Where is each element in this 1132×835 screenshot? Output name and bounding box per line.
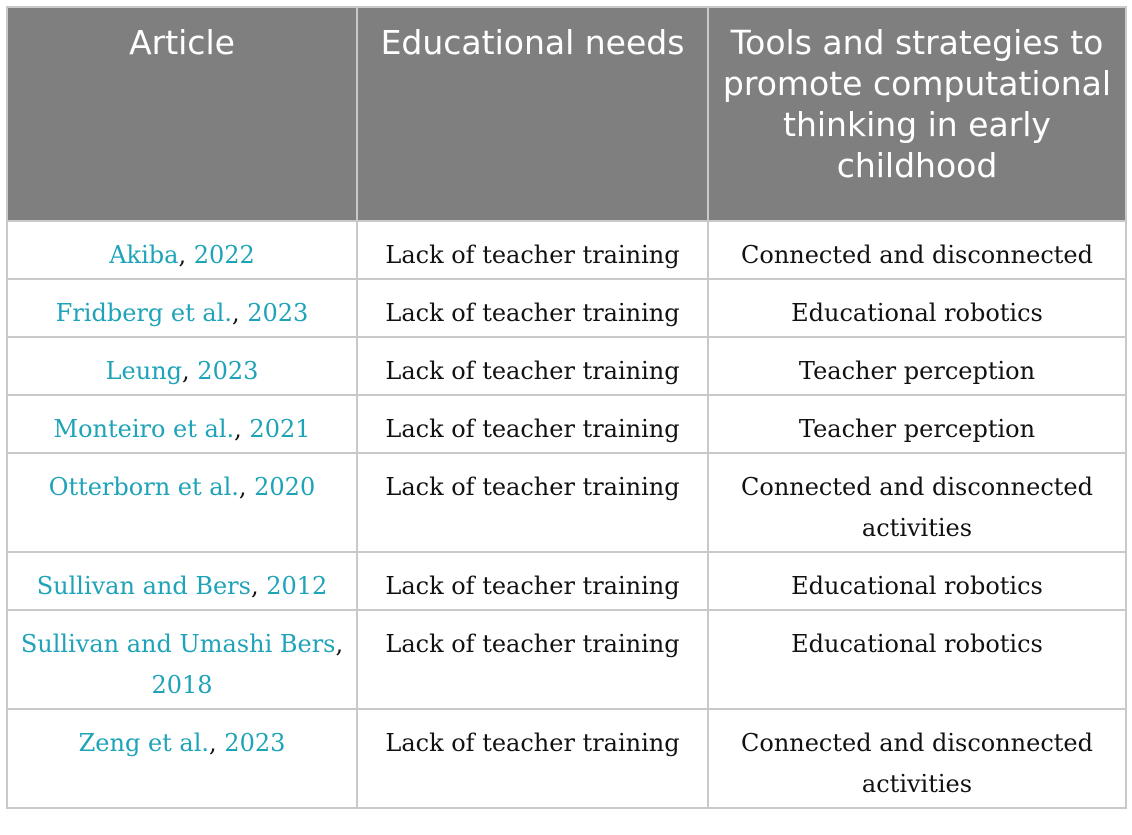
tool-cell: Connected and disconnected xyxy=(708,221,1126,279)
need-cell: Lack of teacher training xyxy=(357,453,708,552)
article-year-link[interactable]: 2020 xyxy=(254,473,316,501)
tool-cell: Teacher perception xyxy=(708,395,1126,453)
article-cell: Fridberg et al., 2023 xyxy=(7,279,357,337)
article-cell: Zeng et al., 2023 xyxy=(7,709,357,808)
article-authors-link[interactable]: Zeng et al. xyxy=(78,729,210,757)
header-row xyxy=(7,7,1126,221)
literature-table xyxy=(6,6,1127,809)
article-authors-link[interactable]: Sullivan and Bers xyxy=(36,572,251,600)
table-row xyxy=(7,709,1126,808)
table-row xyxy=(7,453,1126,552)
article-authors-link[interactable]: Akiba xyxy=(109,241,179,269)
table-row xyxy=(7,221,1126,279)
table-row xyxy=(7,337,1126,395)
tool-cell: Connected and disconnected activities xyxy=(708,709,1126,808)
article-cell: Otterborn et al., 2020 xyxy=(7,453,357,552)
article-authors-link[interactable]: Sullivan and Umashi Bers xyxy=(20,630,336,658)
need-cell: Lack of teacher training xyxy=(357,337,708,395)
header-tools-strategies: Tools and strategies to promote computational thinking in early childhood xyxy=(708,7,1126,221)
need-cell: Lack of teacher training xyxy=(357,279,708,337)
article-authors-link[interactable]: Monteiro et al. xyxy=(53,415,235,443)
header-educational-needs: Educational needs xyxy=(357,7,708,221)
need-cell: Lack of teacher training xyxy=(357,709,708,808)
article-year-link[interactable]: 2012 xyxy=(266,572,328,600)
article-year-link[interactable]: 2018 xyxy=(151,671,213,699)
article-cell: Monteiro et al., 2021 xyxy=(7,395,357,453)
tool-cell: Educational robotics xyxy=(708,610,1126,709)
article-year-link[interactable]: 2023 xyxy=(247,299,309,327)
article-year-link[interactable]: 2021 xyxy=(249,415,311,443)
article-year-link[interactable]: 2022 xyxy=(193,241,255,269)
header-article: Article xyxy=(7,7,357,221)
article-authors-link[interactable]: Leung xyxy=(105,357,183,385)
tool-cell: Connected and disconnected activities xyxy=(708,453,1126,552)
article-cell: Leung, 2023 xyxy=(7,337,357,395)
tool-cell: Teacher perception xyxy=(708,337,1126,395)
need-cell: Lack of teacher training xyxy=(357,221,708,279)
article-cell: Akiba, 2022 xyxy=(7,221,357,279)
tool-cell: Educational robotics xyxy=(708,552,1126,610)
article-authors-link[interactable]: Otterborn et al. xyxy=(48,473,239,501)
need-cell: Lack of teacher training xyxy=(357,395,708,453)
table-row xyxy=(7,552,1126,610)
article-year-link[interactable]: 2023 xyxy=(197,357,259,385)
need-cell: Lack of teacher training xyxy=(357,552,708,610)
table-row xyxy=(7,279,1126,337)
article-cell: Sullivan and Bers, 2012 xyxy=(7,552,357,610)
need-cell: Lack of teacher training xyxy=(357,610,708,709)
table-row xyxy=(7,610,1126,709)
tool-cell: Educational robotics xyxy=(708,279,1126,337)
article-cell: Sullivan and Umashi Bers, 2018 xyxy=(7,610,357,709)
article-authors-link[interactable]: Fridberg et al. xyxy=(55,299,232,327)
article-year-link[interactable]: 2023 xyxy=(224,729,286,757)
table-row xyxy=(7,395,1126,453)
